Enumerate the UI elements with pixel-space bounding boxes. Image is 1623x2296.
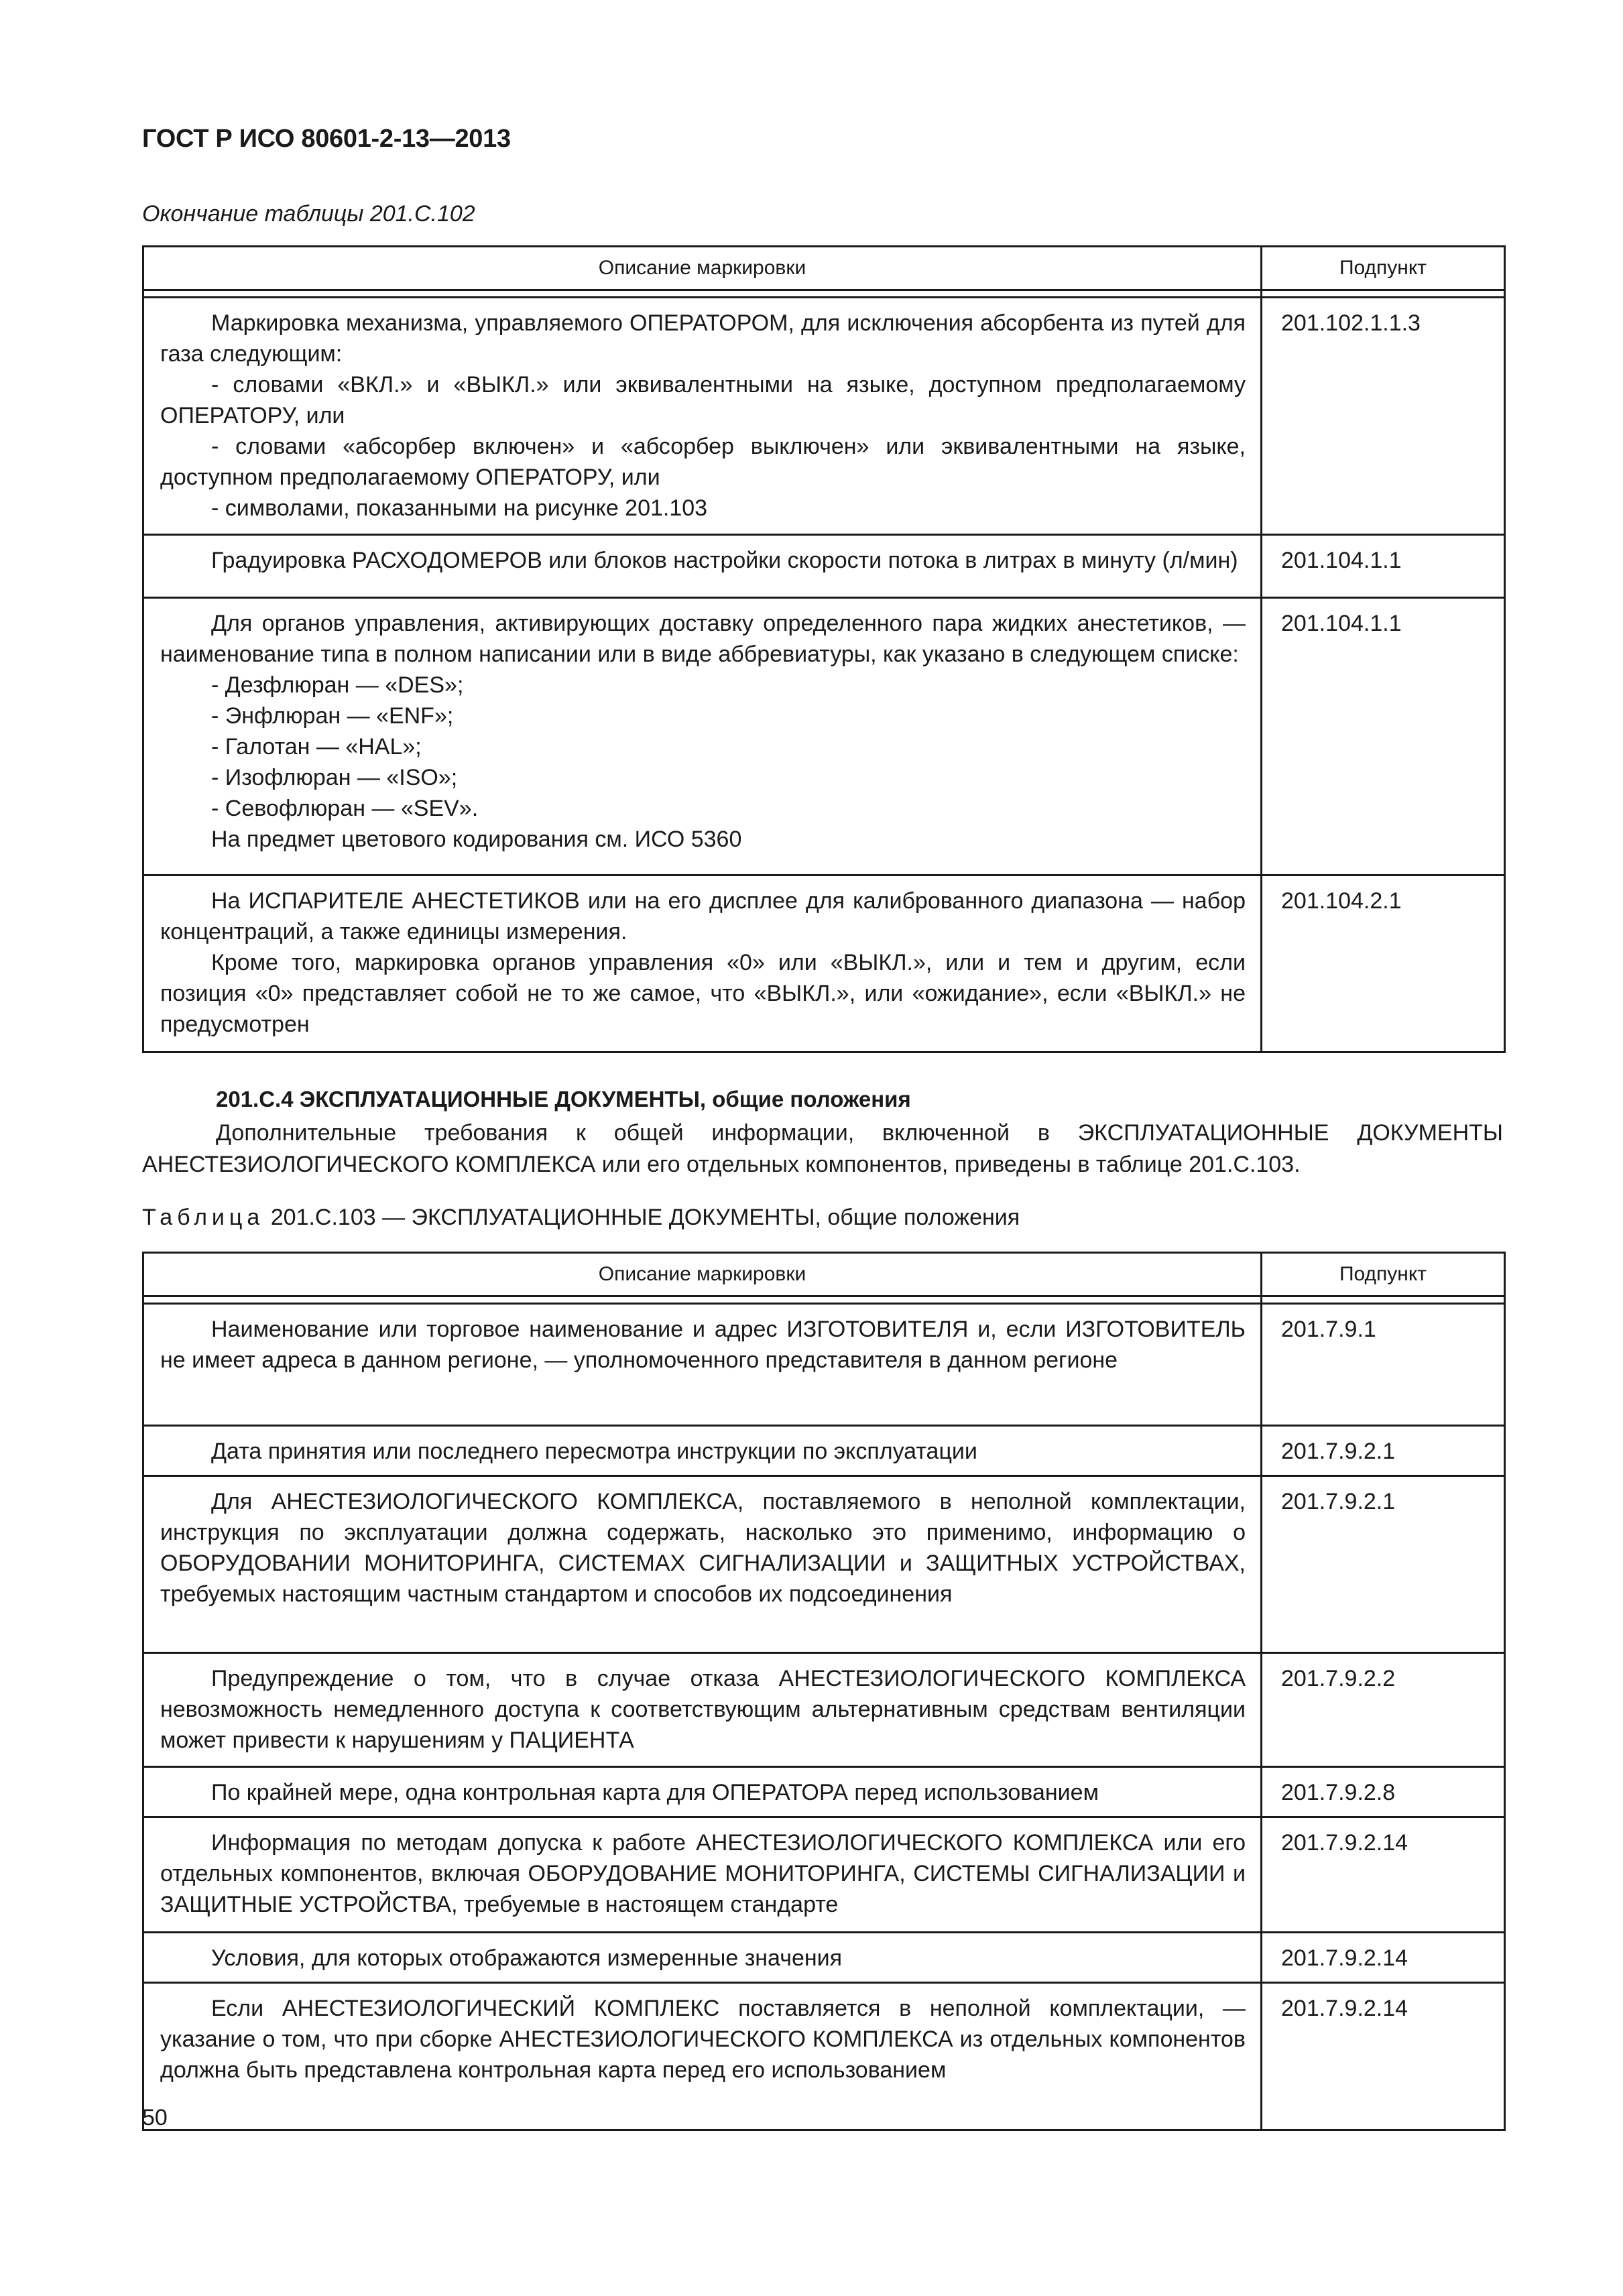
row-text: - Галотан — «HAL»; xyxy=(211,734,422,760)
row-text: Маркировка механизма, управляемого ОПЕРАТОРОМ, для исключения абсорбента из путей для газа следующим: xyxy=(160,310,1246,367)
row-text: Дата принятия или последнего пересмотра инструкции по эксплуатации xyxy=(211,1439,977,1464)
table-row xyxy=(143,1653,1505,1767)
row-description xyxy=(143,1476,1262,1653)
row-subclause: 201.104.1.1 xyxy=(1262,535,1505,598)
table-row xyxy=(143,1304,1505,1426)
table-row xyxy=(143,1426,1505,1476)
row-description xyxy=(143,1767,1262,1817)
column-header-description: Описание маркировки xyxy=(143,247,1262,290)
row-text: - символами, показанными на рисунке 201.103 xyxy=(211,495,708,521)
row-subclause: 201.7.9.2.14 xyxy=(1262,1983,1505,2130)
table-row xyxy=(143,298,1505,535)
row-text: Кроме того, маркировка органов управления «0» или «ВЫКЛ.», или и тем и другим, если позиция «0» представляет собой не то же самое, что «ВЫКЛ.», или «ожидание», если «ВЫКЛ.» не предусмотрен xyxy=(160,950,1246,1037)
table-1-caption: Окончание таблицы 201.С.102 xyxy=(142,201,475,227)
row-text: На ИСПАРИТЕЛЕ АНЕСТЕТИКОВ или на его дисплее для калиброванного диапазона — набор концентраций, а также единицы измерения. xyxy=(160,888,1246,945)
row-text: - словами «ВКЛ.» и «ВЫКЛ.» или эквивалентными на языке, доступном предполагаемому ОПЕРАТОРУ, или xyxy=(160,372,1246,428)
row-description xyxy=(143,1653,1262,1767)
table-row xyxy=(143,1933,1505,1983)
row-description xyxy=(143,298,1262,535)
row-subclause: 201.7.9.2.2 xyxy=(1262,1653,1505,1767)
row-text: - словами «абсорбер включен» и «абсорбер выключен» или эквивалентными на языке, доступном предполагаемому ОПЕРАТОРУ, или xyxy=(160,434,1246,490)
row-text: - Энфлюран — «ENF»; xyxy=(211,703,454,729)
row-text: На предмет цветового кодирования см. ИСО 5360 xyxy=(211,827,742,852)
row-subclause: 201.7.9.2.1 xyxy=(1262,1476,1505,1653)
table-2-caption xyxy=(142,1205,1020,1231)
section-paragraph: Дополнительные требования к общей информации, включенной в ЭКСПЛУАТАЦИОННЫЕ ДОКУМЕНТЫ АНЕСТЕЗИОЛОГИЧЕСКОГО КОМПЛЕКСА или его отдельных компонентов, приведены в таблице 201.С.103. xyxy=(142,1120,1503,1177)
page-number: 50 xyxy=(142,2105,168,2130)
column-header-description: Описание маркировки xyxy=(143,1253,1262,1296)
row-text: По крайней мере, одна контрольная карта для ОПЕРАТОРА перед использованием xyxy=(211,1780,1099,1805)
table-row xyxy=(143,1817,1505,1933)
row-description xyxy=(143,1933,1262,1983)
table-1-header-row xyxy=(143,247,1505,290)
section-heading: 201.С.4 ЭКСПЛУАТАЦИОННЫЕ ДОКУМЕНТЫ, общие положения xyxy=(216,1087,911,1111)
row-description xyxy=(143,598,1262,875)
row-subclause: 201.7.9.2.8 xyxy=(1262,1767,1505,1817)
row-subclause: 201.7.9.1 xyxy=(1262,1304,1505,1426)
row-text: Для АНЕСТЕЗИОЛОГИЧЕСКОГО КОМПЛЕКСА, поставляемого в неполной комплектации, инструкция по эксплуатации должна содержать, насколько это применимо, информацию о ОБОРУДОВАНИИ МОНИТОРИНГА, СИСТЕМАХ СИГНАЛИЗАЦИИ и ЗАЩИТНЫХ УСТРОЙСТВАХ, требуемых настоящим частным стандартом и способов их подсоединения xyxy=(160,1489,1246,1607)
table-row xyxy=(143,1983,1505,2130)
table-row xyxy=(143,1767,1505,1817)
row-text: Если АНЕСТЕЗИОЛОГИЧЕСКИЙ КОМПЛЕКС поставляется в неполной комплектации, — указание о том, что при сборке АНЕСТЕЗИОЛОГИЧЕСКОГО КОМПЛЕКСА из отдельных компонентов должна быть представлена контрольная карта перед его использованием xyxy=(160,1996,1246,2083)
row-text: - Дезфлюран — «DES»; xyxy=(211,672,464,698)
column-header-subclause: Подпункт xyxy=(1262,247,1505,290)
row-subclause: 201.7.9.2.14 xyxy=(1262,1817,1505,1933)
table-row xyxy=(143,1476,1505,1653)
row-subclause: 201.7.9.2.1 xyxy=(1262,1426,1505,1476)
row-description xyxy=(143,1983,1262,2130)
row-text: - Севофлюран — «SEV». xyxy=(211,796,479,821)
row-text: Градуировка РАСХОДОМЕРОВ или блоков настройки скорости потока в литрах в минуту (л/мин) xyxy=(211,548,1238,573)
header-separator xyxy=(143,1296,1505,1304)
row-subclause: 201.104.1.1 xyxy=(1262,598,1505,875)
row-description xyxy=(143,875,1262,1052)
table-2-caption-prefix: Таблица xyxy=(142,1205,265,1230)
row-text: Для органов управления, активирующих доставку определенного пара жидких анестетиков, — наименование типа в полном написании или в виде аббревиатуры, как указано в следующем списке: xyxy=(160,611,1246,667)
row-subclause: 201.102.1.1.3 xyxy=(1262,298,1505,535)
row-text: Наименование или торговое наименование и адрес ИЗГОТОВИТЕЛЯ и, если ИЗГОТОВИТЕЛЬ не имеет адреса в данном регионе, — уполномоченного представителя в данном регионе xyxy=(160,1317,1246,1373)
table-1 xyxy=(142,245,1506,1053)
table-2-header-row xyxy=(143,1253,1505,1296)
table-row xyxy=(143,535,1505,598)
row-description xyxy=(143,1304,1262,1426)
row-text: Условия, для которых отображаются измеренные значения xyxy=(211,1945,843,1971)
header-separator xyxy=(143,290,1505,298)
row-description xyxy=(143,1426,1262,1476)
table-2 xyxy=(142,1252,1506,2131)
document-header: ГОСТ Р ИСО 80601-2-13—2013 xyxy=(142,125,511,153)
row-subclause: 201.104.2.1 xyxy=(1262,875,1505,1052)
table-2-caption-title: 201.С.103 — ЭКСПЛУАТАЦИОННЫЕ ДОКУМЕНТЫ, общие положения xyxy=(264,1205,1020,1230)
row-text: Информация по методам допуска к работе АНЕСТЕЗИОЛОГИЧЕСКОГО КОМПЛЕКСА или его отдельных компонентов, включая ОБОРУДОВАНИЕ МОНИТОРИНГА, СИСТЕМЫ СИГНАЛИЗАЦИИ и ЗАЩИТНЫЕ УСТРОЙСТВА, требуемые в настоящем стандарте xyxy=(160,1830,1246,1917)
row-text: - Изофлюран — «ISO»; xyxy=(211,765,458,790)
row-description xyxy=(143,535,1262,598)
table-row xyxy=(143,598,1505,875)
row-description xyxy=(143,1817,1262,1933)
row-text: Предупреждение о том, что в случае отказа АНЕСТЕЗИОЛОГИЧЕСКОГО КОМПЛЕКСА невозможность немедленного доступа к соответствующим альтернативным средствам вентиляции может привести к нарушениям у ПАЦИЕНТА xyxy=(160,1666,1246,1753)
row-subclause: 201.7.9.2.14 xyxy=(1262,1933,1505,1983)
table-row xyxy=(143,875,1505,1052)
column-header-subclause: Подпункт xyxy=(1262,1253,1505,1296)
